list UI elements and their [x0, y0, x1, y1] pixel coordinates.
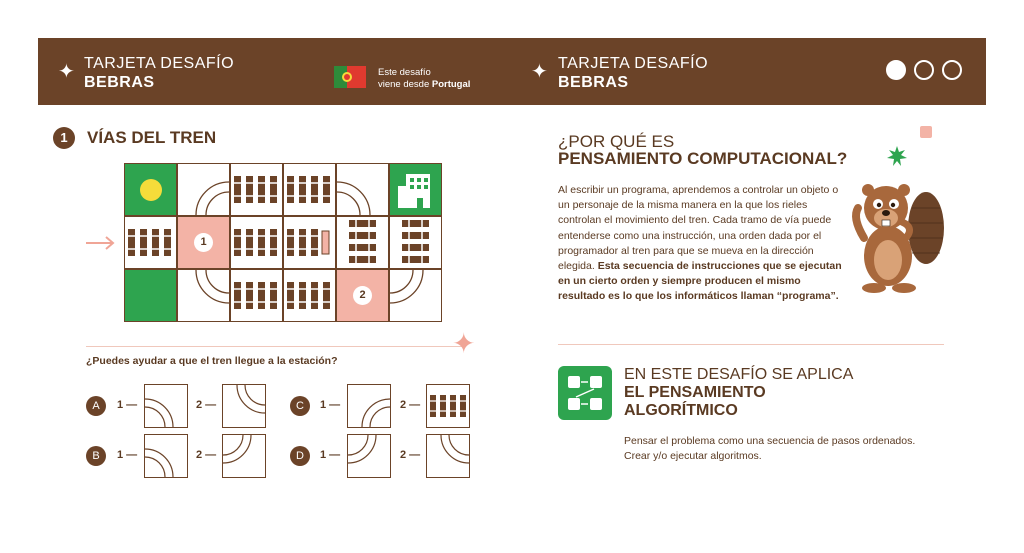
board-cell [283, 269, 336, 322]
applies-heading-line2: EL PENSAMIENTO [624, 384, 766, 401]
applies-description: Pensar el problema como una secuencia de pasos ordenados. Crear y/o ejecutar algoritmos. [624, 435, 916, 462]
stop-marker-1: 1 [194, 233, 213, 252]
portugal-flag-icon [334, 66, 366, 88]
option-d-label-2: 2 — [400, 449, 421, 461]
option-d-button[interactable]: D [290, 446, 310, 466]
curve-track-icon [337, 164, 388, 215]
curve-track-icon [145, 435, 187, 477]
question-text: ¿Puedes ayudar a que el tren llegue a la estación? [86, 355, 338, 367]
board-cell [283, 216, 336, 269]
vertical-track-icon [390, 217, 441, 268]
straight-track-icon [231, 217, 282, 268]
option-a-tile-1 [144, 384, 188, 428]
board-cell [177, 216, 230, 269]
option-c-label-1: 1 — [320, 399, 341, 411]
curve-track-icon [223, 385, 265, 427]
track-end-icon [284, 217, 335, 268]
option-c-button[interactable]: C [290, 396, 310, 416]
curve-track-icon [223, 435, 265, 477]
curve-track-icon [178, 164, 229, 215]
option-a-label-1: 1 — [117, 399, 138, 411]
divider [86, 346, 466, 347]
vertical-track-icon [337, 217, 388, 268]
why-heading-line1: ¿POR QUÉ ES [558, 132, 675, 151]
straight-track-icon [231, 164, 282, 215]
progress-dot [914, 60, 934, 80]
option-b-tile-2 [222, 434, 266, 478]
origin-note: Este desafío viene desde Portugal [378, 67, 471, 90]
board-cell [230, 216, 283, 269]
curve-track-icon [178, 270, 229, 321]
card-label: TARJETA DESAFÍO [558, 55, 709, 72]
sun-icon [125, 164, 176, 215]
starburst-icon [887, 146, 907, 166]
applies-heading-line3: ALGORÍTMICO [624, 402, 738, 419]
board-cell [177, 269, 230, 322]
card-brand: BEBRAS [558, 74, 629, 91]
option-a-label-2: 2 — [196, 399, 217, 411]
board-cell [124, 269, 177, 322]
why-heading-line2: PENSAMIENTO COMPUTACIONAL? [558, 149, 848, 168]
beaver-mascot-icon [846, 178, 946, 298]
board-cell [389, 163, 442, 216]
straight-track-icon [231, 270, 282, 321]
curve-track-icon [348, 385, 390, 427]
board-cell [124, 216, 177, 269]
board-cell [336, 216, 389, 269]
option-c-tile-2 [426, 384, 470, 428]
straight-track-icon [427, 385, 469, 427]
option-c-label-2: 2 — [400, 399, 421, 411]
board-cell [389, 216, 442, 269]
decor-square [920, 126, 932, 138]
applies-heading-line1: EN ESTE DESAFÍO SE APLICA [624, 366, 854, 383]
curve-track-icon [145, 385, 187, 427]
option-d-tile-2 [426, 434, 470, 478]
progress-dot-filled [886, 60, 906, 80]
curve-track-icon [427, 435, 469, 477]
board-cell [336, 163, 389, 216]
curve-track-icon [390, 270, 441, 321]
card-brand: BEBRAS [84, 74, 155, 91]
sparkle-icon: ✦ [531, 61, 548, 83]
station-building-icon [390, 164, 441, 215]
header-bar [38, 38, 986, 105]
curve-track-icon [348, 435, 390, 477]
sparkle-icon: ✦ [58, 61, 75, 83]
sparkle-icon: ✦ [452, 328, 476, 359]
board-cell [389, 269, 442, 322]
option-b-label-2: 2 — [196, 449, 217, 461]
option-a-button[interactable]: A [86, 396, 106, 416]
straight-track-icon [125, 217, 176, 268]
card-label: TARJETA DESAFÍO [84, 55, 235, 72]
challenge-title: VÍAS DEL TREN [87, 128, 217, 147]
progress-dot [942, 60, 962, 80]
stop-marker-2: 2 [353, 286, 372, 305]
option-d-label-1: 1 — [320, 449, 341, 461]
straight-track-icon [284, 270, 335, 321]
option-a-tile-2 [222, 384, 266, 428]
board-cell [177, 163, 230, 216]
challenge-number: 1 [53, 127, 75, 149]
entry-arrow-icon [86, 236, 116, 250]
option-b-tile-1 [144, 434, 188, 478]
option-b-label-1: 1 — [117, 449, 138, 461]
board-cell [124, 163, 177, 216]
option-b-button[interactable]: B [86, 446, 106, 466]
board-cell [283, 163, 336, 216]
board-cell [230, 269, 283, 322]
board-cell [230, 163, 283, 216]
track-board [124, 163, 447, 325]
why-paragraph: Al escribir un programa, aprendemos a controlar un objeto o un personaje de la misma manera en la que los rieles controlan el movimiento del tren. Cada tramo de vía puede entenderse como una instrucción, una orden dada por el programador al tren para que se mueva en la dirección elegida. Esta secuencia de instrucciones que se ejecutan en un cierto orden y siempre producen el mismo resultado es lo que los informáticos llaman “programa”. [558, 184, 842, 303]
option-d-tile-1 [347, 434, 391, 478]
section-divider [558, 344, 944, 345]
option-c-tile-1 [347, 384, 391, 428]
algorithm-icon [558, 366, 612, 420]
board-cell [336, 269, 389, 322]
straight-track-icon [284, 164, 335, 215]
